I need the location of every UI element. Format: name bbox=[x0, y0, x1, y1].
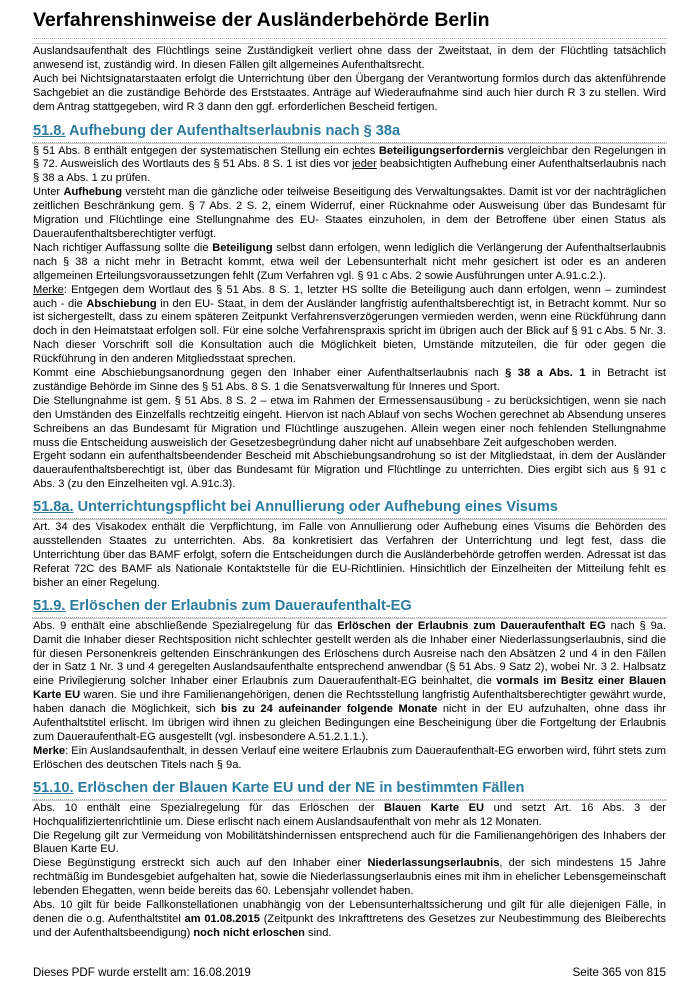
paragraph: Art. 34 des Visakodex enthält die Verpflichtung, im Falle von Annullierung oder Aufhebung eines Visums die Behörden des ausstellenden Staates zu unterrichten. Abs. 8a konkretisiert das Verfahren der Unterrichtung und legt fest, dass die Unterrichtung über das BAMF erfolgt, sofern die Entscheidungen durch die Ausländerbehörde getroffen werden. Adressat ist das Referat 72C des BAMF als Nationale Kontaktstelle für die EU-Richtlinien. Hinsichtlich der Einzelheiten der Mitteilung fehlt es bisher an einer Regelung. bbox=[33, 521, 666, 589]
section-body-51-8a bbox=[32, 519, 667, 591]
section-body-51-10 bbox=[32, 800, 667, 941]
paragraph: § 51 Abs. 8 enthält entgegen der systematischen Stellung ein echtes Beteiligungserfordernis vergleichbar den Regelungen in § 72. Ausweislich des Wortlauts des § 51 Abs. 8 S. 1 ist dies vor jeder beabsichtigten Aufhebung einer Aufenthaltserlaubnis nach § 38 a Abs. 1 zu prüfen. bbox=[33, 144, 666, 185]
section-heading-51-10 bbox=[32, 777, 667, 800]
paragraph: Die Stellungnahme ist gem. § 51 Abs. 8 S. 2 – etwa im Rahmen der Ermessensausübung - zu berücksichtigen, wenn sie nach den Umständen des Einzelfalls rechtzeitig eingeht. Hiervon ist nach Ablauf von sechs Wochen gerechnet ab Absendung unseres Schreibens an das Bundesamt für Migration und Flüchtlinge auszugehen. Allein wegen einer noch fehlenden Stellungnahme muss die Entscheidung ausweislich der Gesetzesbegründung daher nicht auf unabsehbare Zeit aufgeschoben werden. bbox=[33, 394, 666, 449]
paragraph: Auslandsaufenthalt des Flüchtlings seine Zuständigkeit verliert ohne dass der Zweitstaat, in dem der Flüchtling tatsächlich anwesend ist, zuständig wird. In diesen Fällen gilt allgemeines Aufenthaltsrecht. bbox=[33, 45, 666, 71]
section-number: 51.10. bbox=[33, 779, 74, 796]
section-title: Unterrichtungspflicht bei Annullierung oder Aufhebung eines Visums bbox=[77, 499, 558, 516]
intro-block bbox=[32, 43, 667, 115]
paragraph: Diese Begünstigung erstreckt sich auch auf den Inhaber einer Niederlassungserlaubnis, der sich mindestens 15 Jahre rechtmäßig im Bundesgebiet aufgehalten hat, sowie die Niederlassungserlaubnis eines mit ihm in ehelicher Lebensgemeinschaft lebenden Ehegatten, wenn beide bereits das 60. Lebensjahr vollendet haben. bbox=[33, 857, 667, 898]
paragraph: Kommt eine Abschiebungsanordnung gegen den Inhaber einer Aufenthaltserlaubnis nach § 38 a Abs. 1 in Betracht ist zuständige Behörde im Sinne des § 51 Abs. 8 S. 1 die Senatsverwaltung für Inneres und Sport. bbox=[33, 367, 666, 393]
paragraph: Unter Aufhebung versteht man die gänzliche oder teilweise Beseitigung des Verwaltungsaktes. Damit ist vor der nachträglichen zeitlichen Beschränkung gem. § 7 Abs. 2 S. 2, einem Widerruf, einer Rücknahme oder Ausweisung über das Bundesamt für Migration und Flüchtlinge eine Stellungnahme des EU- Staates einzuholen, in dem der Betroffene über einen Status als Daueraufenthaltsberechtigter verfügt. bbox=[33, 186, 666, 240]
section-heading-51-8 bbox=[32, 120, 667, 143]
paragraph: Nach richtiger Auffassung sollte die Beteiligung selbst dann erfolgen, wenn lediglich die Verlängerung der Aufenthaltserlaubnis nach § 38 a nicht mehr in Betracht kommt, etwa weil der Lebensunterhalt nicht mehr gesichert ist oder es an anderen allgemeinen Erteilungsvoraussetzungen fehlt (Zum Verfahren vgl. § 91 c Abs. 2 sowie Ausführungen unter A.91.c.2.). bbox=[33, 241, 666, 282]
paragraph: Abs. 10 enthält eine Spezialregelung für das Erlöschen der Blauen Karte EU und setzt Art. 16 Abs. 3 der Hochqualifiziertenrichtlinie um. Diese erlischt nach einem Auslandsaufenthalt von mehr als 12 Monaten. bbox=[33, 801, 666, 828]
section-title: Aufhebung der Aufenthaltserlaubnis nach § 38a bbox=[68, 122, 401, 139]
section-number: 51.8a. bbox=[33, 499, 74, 516]
paragraph: Merke: Ein Auslandsaufenthalt, in dessen Verlauf eine weitere Erlaubnis zum Daueraufenthalt-EG erworben wird, führt stets zum Erlöschen des deutschen Titels nach § 9a. bbox=[33, 744, 666, 771]
page-footer bbox=[33, 966, 666, 980]
section-number: 51.8. bbox=[33, 122, 66, 139]
section-body-51-8 bbox=[32, 143, 667, 493]
paragraph: Abs. 10 gilt für beide Fallkonstellationen unabhängig von der Lebensunterhaltssicherung und gilt für alle diejenigen Fälle, in denen die o.g. Aufenthaltstitel am 01.08.2015 (Zeitpunkt des Inkrafttretens des Gesetzes zur Neubestimmung des Bleiberechts und der Aufenthaltsbeendigung) noch nicht erloschen sind. bbox=[33, 899, 666, 939]
paragraph: Auch bei Nichtsignatarstaaten erfolgt die Unterrichtung über den Übergang der Verantwortung formlos durch das aktenführende Sachgebiet an die zuständige Behörde des Erststaates. Anträge auf Wiederaufnahme sind auch hier durch R 3 zu stellen. Wird dem Antrag stattgegeben, wird R 3 dann den ggf. erforderlichen Bescheid fertigen. bbox=[33, 72, 666, 113]
document-page bbox=[32, 8, 667, 941]
paragraph: Merke: Entgegen dem Wortlaut des § 51 Abs. 8 S. 1, letzter HS sollte die Beteiligung auch dann erfolgen, wenn – zumindest auch - die Abschiebung in den EU- Staat, in dem der Ausländer langfristig aufenthaltsberechtigt ist, in Betracht kommt. Nur so ist sichergestellt, dass zu einem späteren Zeitpunkt Verfahrensverzögerungen vermieden werden, wenn eine Rückführung dann doch in den Heimatstaat erfolgen soll. Für eine solche Verfahrenspraxis spricht im übrigen auch der Blick auf § 91 c Abs. 5 Nr. 3. Nach dieser Vorschrift soll die Konsultation auch die Möglichkeit bieten, Umstände mitzuteilen, die für oder gegen die Rückführung in den anderen Mitgliedsstaat sprechen. bbox=[33, 283, 666, 366]
section-title: Erlöschen der Erlaubnis zum Daueraufenthalt-EG bbox=[69, 597, 412, 614]
paragraph: Ergeht sodann ein aufenthaltsbeendender Bescheid mit Abschiebungsandrohung so ist der Mitgliedstaat, in dem der Ausländer daueraufenthaltsberechtigt ist, über das Bundesamt für Migration und Flüchtlinge zu unterrichten. Dies ergibt sich aus § 91 c Abs. 3 (zu den Einzelheiten vgl. A.91c.3). bbox=[33, 450, 666, 491]
paragraph: Die Regelung gilt zur Vermeidung von Mobilitätshindernissen entsprechend auch für die Familienangehörigen des Inhabers der Blauen Karte EU. bbox=[33, 829, 666, 856]
section-number: 51.9. bbox=[33, 597, 66, 614]
section-body-51-9 bbox=[32, 618, 667, 773]
document-title: Verfahrenshinweise der Ausländerbehörde Berlin bbox=[32, 8, 667, 39]
footer-page-number: Seite 365 von 815 bbox=[572, 966, 666, 979]
section-title: Erlöschen der Blauen Karte EU und der NE in bestimmten Fällen bbox=[77, 779, 525, 796]
section-heading-51-8a bbox=[32, 496, 667, 519]
footer-created-date: Dieses PDF wurde erstellt am: 16.08.2019 bbox=[33, 966, 251, 979]
paragraph: Abs. 9 enthält eine abschließende Spezialregelung für das Erlöschen der Erlaubnis zum Daueraufenthalt EG nach § 9a. Damit die Inhaber dieser Rechtsposition nicht schlechter gestellt werden als die Inhaber einer Niederlassungserlaubnis, sind die für diesen Personenkreis geltenden Einschränkungen des Erlöschens durch Ausreise nach den Absätzen 2 und 4 in den Fällen der in Satz 1 Nr. 3 und 4 geregelten Auslandsaufenthalte entsprechend anwendbar (§ 51 Abs. 9 Satz 2), wobei Nr. 3 2. Halbsatz eine Privilegierung solcher Inhaber einer Erlaubnis zum Daueraufenthalt-EG beinhaltet, die vormals im Besitz einer Blauen Karte EU waren. Sie und ihre Familienangehörigen, denen die Rechtsstellung langfristig Aufenthaltsberechtigter gewährt wurde, haben danach die Möglichkeit, sich bis zu 24 aufeinander folgende Monate nicht in der EU aufzuhalten, ohne dass ihr Aufenthaltstitel erlischt. Im übrigen wird ihnen zu gleichen Bedingungen eine Bescheinigung über die Fortgeltung der Erlaubnis zum Daueraufenthalt-EG ausgestellt (vgl. insbesondere A.51.2.1.1.). bbox=[33, 619, 667, 743]
section-heading-51-9 bbox=[32, 595, 667, 618]
